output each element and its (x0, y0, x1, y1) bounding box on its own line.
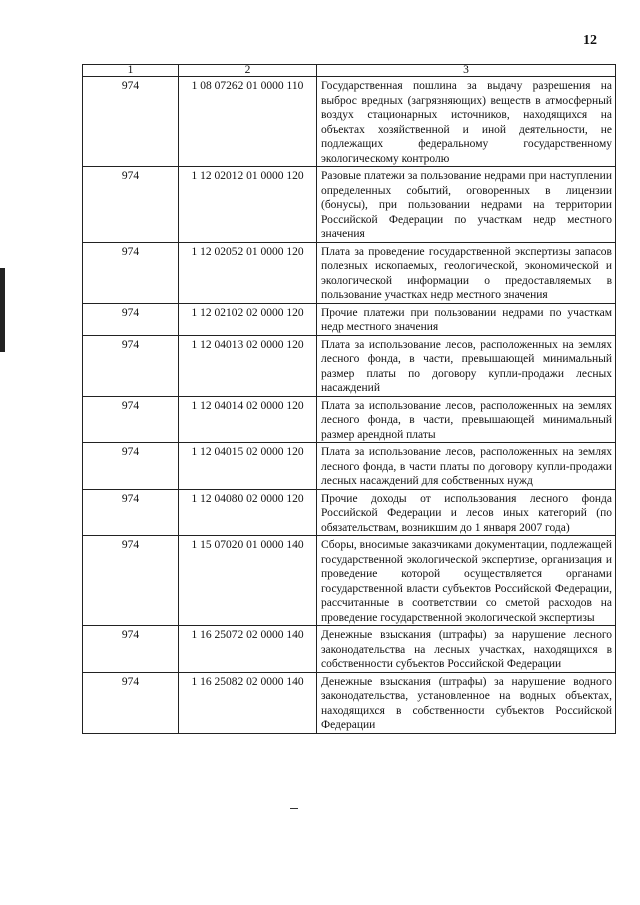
admin-code-cell: 974 (83, 672, 179, 733)
table-row (83, 443, 616, 490)
column-header: 2 (179, 65, 317, 77)
table-row (83, 536, 616, 626)
admin-code-cell: 974 (83, 626, 179, 673)
description-cell: Плата за использование лесов, расположенных на землях лесного фонда, в части платы по договору купли-продажи лесных насаждений для собственных нужд (317, 443, 616, 490)
kbk-code-cell: 1 12 02052 01 0000 120 (179, 242, 317, 303)
table-row (83, 396, 616, 443)
kbk-code-cell: 1 08 07262 01 0000 110 (179, 77, 317, 167)
table-row (83, 77, 616, 167)
revenue-codes-table (82, 64, 616, 734)
description-cell: Плата за проведение государственной экспертизы запасов полезных ископаемых, геологической, экономической и экологической информации о предоставляемых в пользование участках недр местного значения (317, 242, 616, 303)
kbk-code-cell: 1 12 04080 02 0000 120 (179, 489, 317, 536)
kbk-code-cell: 1 16 25072 02 0000 140 (179, 626, 317, 673)
table-row (83, 303, 616, 335)
admin-code-cell: 974 (83, 443, 179, 490)
description-cell: Государственная пошлина за выдачу разрешения на выброс вредных (загрязняющих) веществ в атмосферный воздух стационарных источников, находящихся на объектах хозяйственной и иной деятельности, не подлежащих федеральному государственному экологическому контролю (317, 77, 616, 167)
column-header: 3 (317, 65, 616, 77)
admin-code-cell: 974 (83, 242, 179, 303)
kbk-code-cell: 1 12 02102 02 0000 120 (179, 303, 317, 335)
description-cell: Плата за использование лесов, расположенных на землях лесного фонда, в части, превышающей минимальный размер арендной платы (317, 396, 616, 443)
description-cell: Прочие доходы от использования лесного фонда Российской Федерации и лесов иных категорий (по обязательствам, возникшим до 1 января 2007 года) (317, 489, 616, 536)
description-cell: Плата за использование лесов, расположенных на землях лесного фонда, в части, превышающей минимальный размер платы по договору купли-продажи лесных насаждений (317, 335, 616, 396)
stray-mark (290, 808, 298, 809)
page-number: 12 (583, 33, 597, 48)
table-row (83, 242, 616, 303)
kbk-code-cell: 1 12 04015 02 0000 120 (179, 443, 317, 490)
table-row (83, 489, 616, 536)
admin-code-cell: 974 (83, 303, 179, 335)
admin-code-cell: 974 (83, 77, 179, 167)
table-row (83, 672, 616, 733)
table-row (83, 335, 616, 396)
table-header-row (83, 65, 616, 77)
admin-code-cell: 974 (83, 489, 179, 536)
admin-code-cell: 974 (83, 335, 179, 396)
description-cell: Денежные взыскания (штрафы) за нарушение лесного законодательства на лесных участках, находящихся в собственности субъектов Российской Федерации (317, 626, 616, 673)
table-row (83, 167, 616, 243)
kbk-code-cell: 1 12 04013 02 0000 120 (179, 335, 317, 396)
kbk-code-cell: 1 16 25082 02 0000 140 (179, 672, 317, 733)
table-row (83, 626, 616, 673)
admin-code-cell: 974 (83, 396, 179, 443)
admin-code-cell: 974 (83, 167, 179, 243)
kbk-code-cell: 1 15 07020 01 0000 140 (179, 536, 317, 626)
admin-code-cell: 974 (83, 536, 179, 626)
kbk-code-cell: 1 12 04014 02 0000 120 (179, 396, 317, 443)
description-cell: Сборы, вносимые заказчиками документации, подлежащей государственной экологической экспертизе, организация и проведение которой осуществляется органами государственной власти субъектов Российской Федерации, рассчитанные в соответствии со сметой расходов на проведение государственной экологической экспертизы (317, 536, 616, 626)
description-cell: Разовые платежи за пользование недрами при наступлении определенных событий, оговоренных в лицензии (бонусы), при пользовании недрами на территории Российской Федерации по участкам недр местного значения (317, 167, 616, 243)
kbk-code-cell: 1 12 02012 01 0000 120 (179, 167, 317, 243)
column-header: 1 (83, 65, 179, 77)
description-cell: Прочие платежи при пользовании недрами по участкам недр местного значения (317, 303, 616, 335)
scan-binding-mark (0, 268, 5, 352)
description-cell: Денежные взыскания (штрафы) за нарушение водного законодательства, установленное на водных объектах, находящихся в собственности субъектов Российской Федерации (317, 672, 616, 733)
